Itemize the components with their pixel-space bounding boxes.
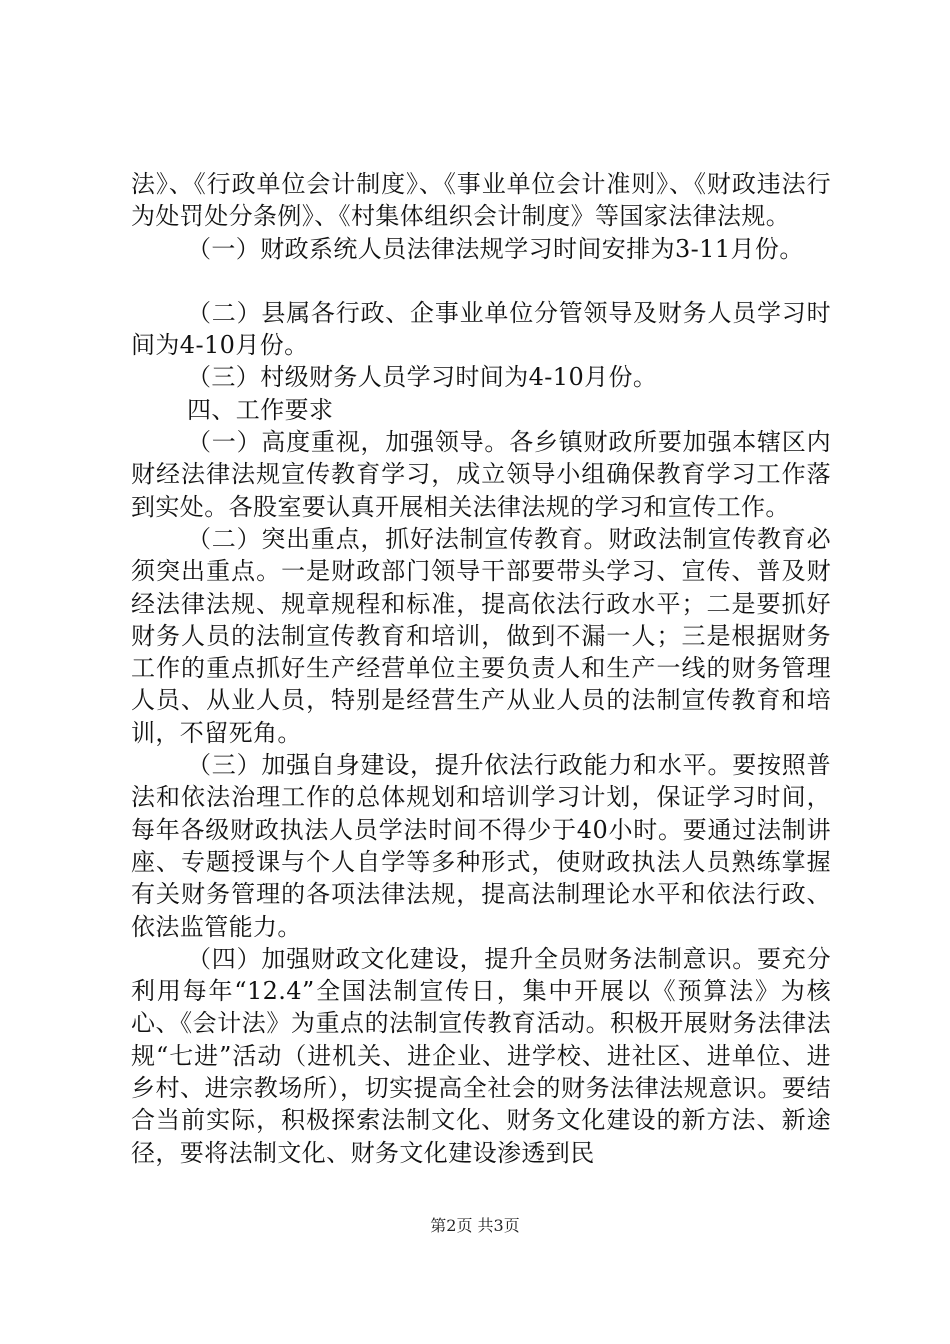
section-heading-work-requirements: 四、工作要求	[187, 395, 334, 424]
document-body	[131, 168, 831, 1169]
paragraph-requirement-1: （一）高度重视，加强领导。各乡镇财政所要加强本辖区内财经法律法规宣传教育学习，成立领导小组确保教育学习工作落到实处。各股室要认真开展相关法律法规的学习和宣传工作。	[131, 428, 831, 521]
paragraph-schedule-county-units: （二）县属各行政、企事业单位分管领导及财务人员学习时间为4-10月份。	[131, 298, 831, 360]
paragraph-requirement-4: （四）加强财政文化建设，提升全员财务法制意识。要充分利用每年“12.4”全国法制宣传日，集中开展以《预算法》为核心、《会计法》为重点的法制宣传教育活动。积极开展财务法律法规“七进”活动（进机关、进企业、进学校、进社区、进单位、进乡村、进宗教场所），切实提高全社会的财务法律法规意识。要结合当前实际，积极探索法制文化、财务文化建设的新方法、新途径，要将法制文化、财务文化建设渗透到民	[131, 944, 831, 1167]
paragraph-schedule-village: （三）村级财务人员学习时间为4-10月份。	[187, 363, 658, 392]
paragraph-requirement-3: （三）加强自身建设，提升依法行政能力和水平。要按照普法和依法治理工作的总体规划和培训学习计划，保证学习时间，每年各级财政执法人员学法时间不得少于40小时。要通过法制讲座、专题授课与个人自学等多种形式，使财政执法人员熟练掌握有关财务管理的各项法律法规，提高法制理论水平和依法行政、依法监管能力。	[131, 751, 831, 941]
page-number-footer: 第2页 共3页	[430, 1216, 520, 1235]
paragraph-schedule-finance-staff: （一）财政系统人员法律法规学习时间安排为3-11月份。	[187, 234, 804, 263]
paragraph-continued-laws: 法》、《行政单位会计制度》、《事业单位会计准则》、《财政违法行为处罚处分条例》、《村集体组织会计制度》等国家法律法规。	[131, 170, 831, 231]
paragraph-requirement-2: （二）突出重点，抓好法制宣传教育。财政法制宣传教育必须突出重点。一是财政部门领导干部要带头学习、宣传、普及财经法律法规、规章规程和标准，提高依法行政水平；二是要抓好财务人员的法制宣传教育和培训，做到不漏一人；三是根据财务工作的重点抓好生产经营单位主要负责人和生产一线的财务管理人员、从业人员，特别是经营生产从业人员的法制宣传教育和培训，不留死角。	[131, 524, 831, 747]
